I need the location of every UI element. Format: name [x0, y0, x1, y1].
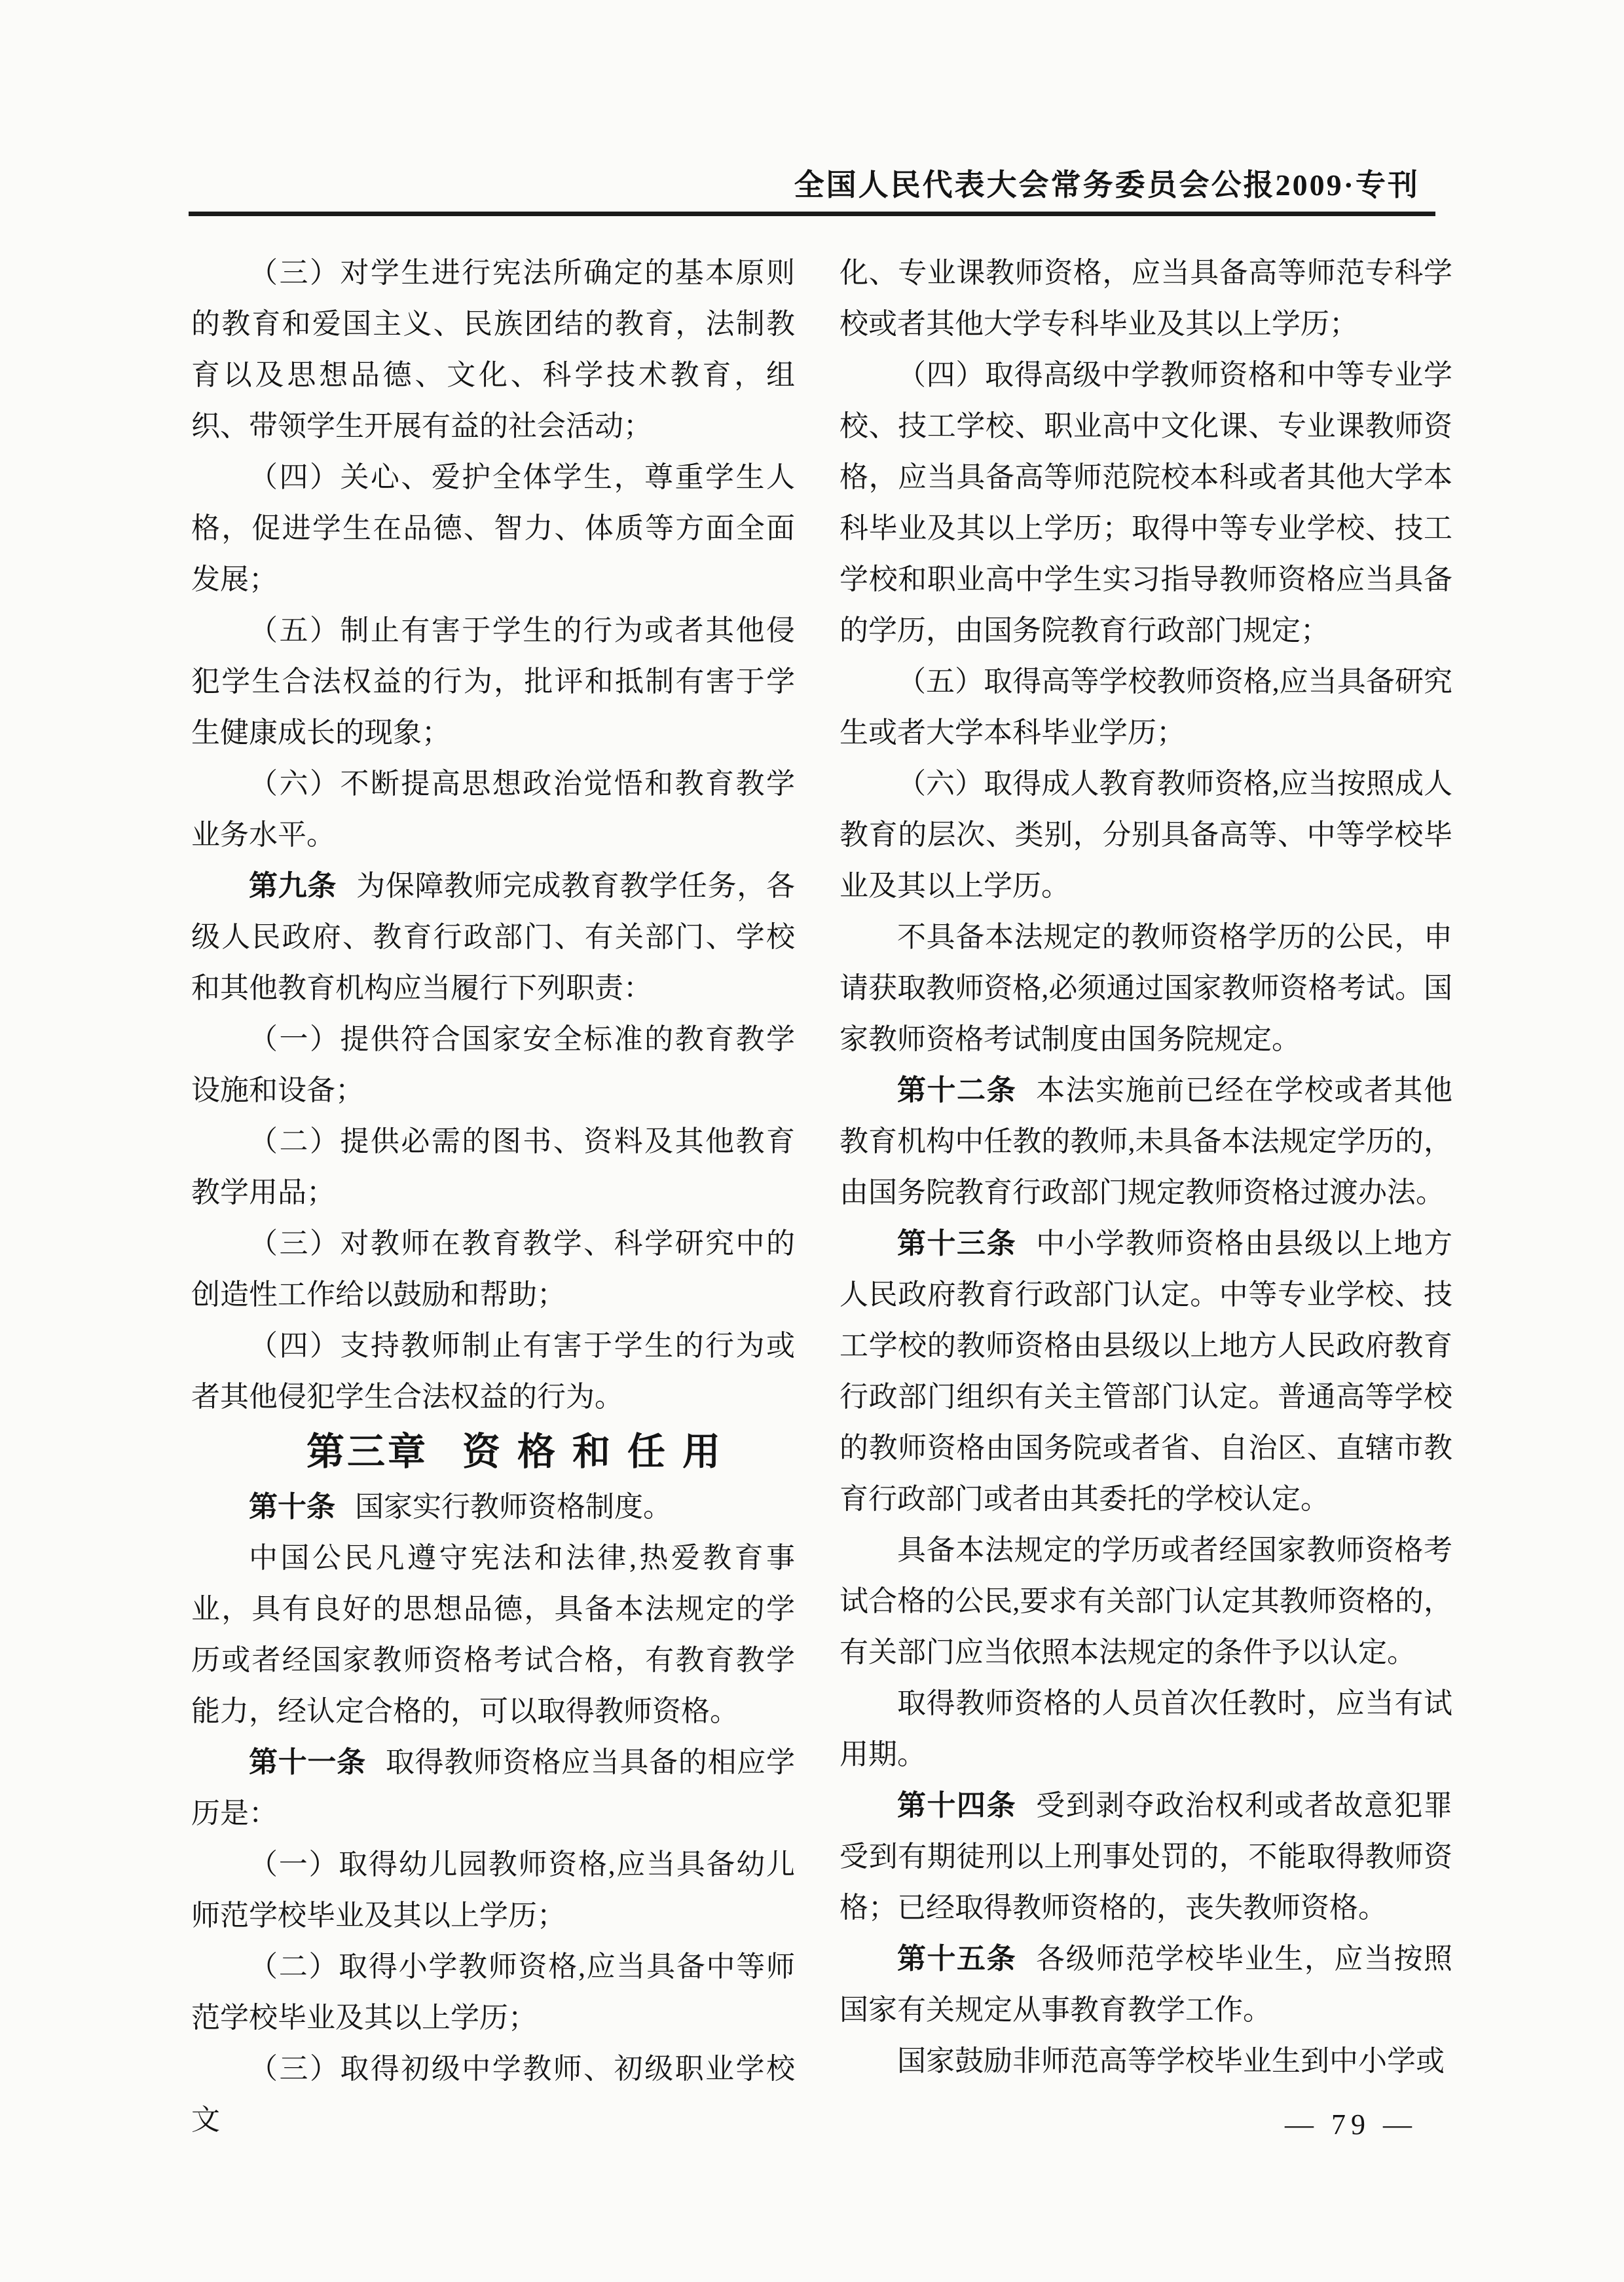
paragraph-article-14 [840, 1780, 1452, 1934]
paragraph-article-12 [840, 1065, 1452, 1218]
article-text: 为保障教师完成教育教学任务，各级人民政府、教育行政部门、有关部门、学校和其他教育机构应当履行下列职责： [191, 870, 796, 1004]
paragraph: （四）取得高级中学教师资格和中等专业学校、技工学校、职业高中文化课、专业课教师资格，应当具备高等师范院校本科或者其他大学本科毕业及其以上学历；取得中等专业学校、技工学校和职业高中学生实习指导教师资格应当具备的学历，由国务院教育行政部门规定； [840, 359, 1452, 646]
paragraph: （四）支持教师制止有害于学生的行为或者其他侵犯学生合法权益的行为。 [191, 1330, 795, 1413]
paragraph: 国家鼓励非师范高等学校毕业生到中小学或 [897, 2045, 1445, 2077]
paragraph: （四）关心、爱护全体学生，尊重学生人格，促进学生在品德、智力、体质等方面全面发展； [191, 461, 795, 595]
right-column [840, 248, 1452, 2087]
article-text: 受到剥夺政治权利或者故意犯罪受到有期徒刑以上刑事处罚的，不能取得教师资格；已经取得教师资格的，丧失教师资格。 [840, 1789, 1453, 1924]
paragraph: （三）取得初级中学教师、初级职业学校文 [191, 2053, 795, 2136]
paragraph: 取得教师资格的人员首次任教时，应当有试用期。 [840, 1687, 1452, 1770]
paragraph: （二）提供必需的图书、资料及其他教育教学用品； [191, 1125, 795, 1208]
chapter-heading [191, 1423, 795, 1482]
paragraph: 具备本法规定的学历或者经国家教师资格考试合格的公民,要求有关部门认定其教师资格的，有关部门应当依照本法规定的条件予以认定。 [840, 1534, 1452, 1668]
article-number: 第十二条 [897, 1074, 1017, 1106]
page-number: — 79 — [1285, 2108, 1417, 2141]
article-text: 本法实施前已经在学校或者其他教育机构中任教的教师,未具备本法规定学历的，由国务院教育行政部门规定教师资格过渡办法。 [840, 1074, 1453, 1208]
paragraph-article-9 [191, 861, 795, 1014]
article-number: 第十三条 [897, 1227, 1017, 1260]
paragraph: （六）不断提高思想政治觉悟和教育教学业务水平。 [191, 768, 795, 851]
paragraph: （一）取得幼儿园教师资格,应当具备幼儿师范学校毕业及其以上学历； [191, 1848, 795, 1932]
paragraph-article-15 [840, 1934, 1452, 2036]
article-number: 第十一条 [249, 1746, 366, 1778]
article-number: 第十条 [249, 1491, 335, 1523]
article-text: 取得教师资格应当具备的相应学历是： [191, 1746, 796, 1829]
paragraph: 中国公民凡遵守宪法和法律,热爱教育事业，具有良好的思想品德，具备本法规定的学历或者经国家教师资格考试合格，有教育教学能力，经认定合格的，可以取得教师资格。 [191, 1542, 795, 1727]
page-header: 全国人民代表大会常务委员会公报2009·专刊 [794, 168, 1420, 202]
paragraph: （三）对学生进行宪法所确定的基本原则的教育和爱国主义、民族团结的教育，法制教育以及思想品德、文化、科学技术教育，组织、带领学生开展有益的社会活动； [191, 257, 795, 442]
article-number: 第九条 [249, 870, 337, 902]
paragraph: （三）对教师在教育教学、科学研究中的创造性工作给以鼓励和帮助； [191, 1227, 795, 1311]
article-text: 各级师范学校毕业生，应当按照国家有关规定从事教育教学工作。 [840, 1943, 1453, 2026]
left-column [191, 248, 795, 2146]
article-number: 第十五条 [897, 1943, 1017, 1975]
paragraph-article-13 [840, 1218, 1452, 1525]
paragraph: （六）取得成人教育教师资格,应当按照成人教育的层次、类别，分别具备高等、中等学校毕业及其以上学历。 [840, 768, 1452, 902]
article-number: 第十四条 [897, 1789, 1017, 1822]
paragraph: （五）制止有害于学生的行为或者其他侵犯学生合法权益的行为，批评和抵制有害于学生健康成长的现象； [191, 614, 795, 749]
chapter-number: 第三章 [306, 1431, 428, 1473]
paragraph-article-11 [191, 1737, 795, 1839]
paragraph-article-10 [191, 1482, 795, 1533]
paragraph: （一）提供符合国家安全标准的教育教学设施和设备； [191, 1023, 795, 1106]
paragraph-continuation: 化、专业课教师资格，应当具备高等师范专科学校或者其他大学专科毕业及其以上学历； [840, 257, 1452, 340]
article-text: 中小学教师资格由县级以上地方人民政府教育行政部门认定。中等专业学校、技工学校的教师资格由县级以上地方人民政府教育行政部门组织有关主管部门认定。普通高等学校的教师资格由国务院或者省、自治区、直辖市教育行政部门或者由其委托的学校认定。 [840, 1227, 1453, 1515]
header-rule [189, 212, 1435, 216]
article-text: 国家实行教师资格制度。 [355, 1491, 672, 1523]
paragraph: （五）取得高等学校教师资格,应当具备研究生或者大学本科毕业学历； [840, 665, 1452, 749]
paragraph: （二）取得小学教师资格,应当具备中等师范学校毕业及其以上学历； [191, 1951, 795, 2034]
chapter-title: 资格和任用 [462, 1431, 738, 1473]
paragraph: 不具备本法规定的教师资格学历的公民，申请获取教师资格,必须通过国家教师资格考试。国家教师资格考试制度由国务院规定。 [840, 921, 1452, 1055]
